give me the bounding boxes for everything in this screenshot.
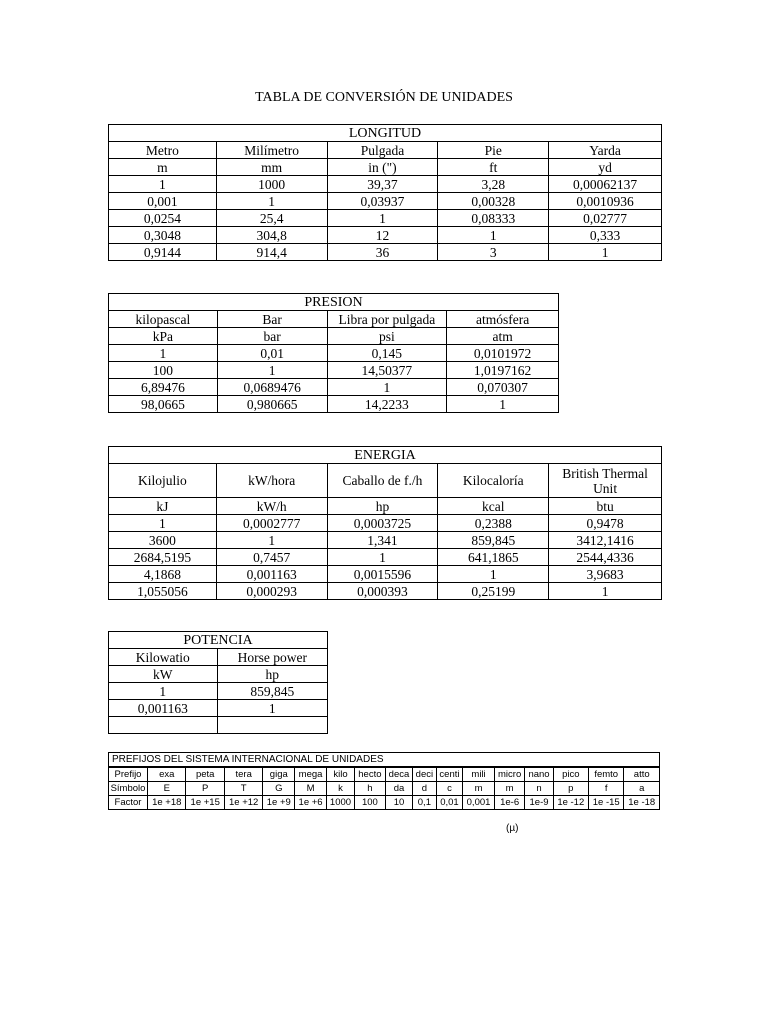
table-cell: 1: [447, 396, 559, 413]
prefix-cell: femto: [589, 767, 624, 782]
unit-name: Pie: [438, 142, 549, 159]
potencia-title: POTENCIA: [109, 632, 328, 649]
table-row: [109, 193, 662, 210]
table-row: [109, 362, 559, 379]
table-cell: 914,4: [216, 244, 327, 261]
prefix-cell: pico: [553, 767, 588, 782]
unit-symbol: psi: [327, 328, 447, 345]
table-cell: 1: [549, 583, 662, 600]
factor-cell: 1e -15: [589, 796, 624, 810]
unit-symbol: btu: [549, 498, 662, 515]
table-cell: [109, 717, 218, 734]
table-row: [109, 379, 559, 396]
unit-name: Metro: [109, 142, 217, 159]
table-row: [109, 566, 662, 583]
table-cell: 1: [327, 549, 438, 566]
table-cell: 0,145: [327, 345, 447, 362]
document-title: TABLA DE CONVERSIÓN DE UNIDADES: [255, 90, 513, 105]
table-cell: 100: [109, 362, 218, 379]
symbol-cell: c: [436, 782, 463, 796]
prefix-cell: hecto: [355, 767, 386, 782]
energia-table: [108, 446, 662, 600]
unit-symbol: ft: [438, 159, 549, 176]
table-cell: 2684,5195: [109, 549, 217, 566]
factor-cell: 1e +9: [263, 796, 295, 810]
table-cell: 25,4: [216, 210, 327, 227]
row-label: Factor: [109, 796, 148, 810]
table-cell: 39,37: [327, 176, 438, 193]
table-row: [109, 532, 662, 549]
symbol-cell: da: [385, 782, 412, 796]
longitud-table: [108, 124, 662, 261]
table-cell: 0,0689476: [217, 379, 327, 396]
unit-name: Kilowatio: [109, 649, 218, 666]
presion-table: [108, 293, 559, 413]
table-cell: 0,001: [109, 193, 217, 210]
unit-symbol: m: [109, 159, 217, 176]
table-cell: [217, 717, 327, 734]
table-cell: 0,980665: [217, 396, 327, 413]
prefix-cell: mega: [295, 767, 327, 782]
table-row: [109, 176, 662, 193]
table-cell: 0,001163: [216, 566, 327, 583]
symbol-cell: G: [263, 782, 295, 796]
simbolo-row: [109, 782, 660, 796]
table-row: [109, 683, 328, 700]
table-row: [109, 244, 662, 261]
prefijos-table: [108, 752, 660, 810]
prefix-cell: micro: [494, 767, 525, 782]
table-cell: 6,89476: [109, 379, 218, 396]
unit-name: Kilojulio: [109, 464, 217, 498]
table-row: [109, 515, 662, 532]
table-cell: 0,3048: [109, 227, 217, 244]
table-cell: 0,08333: [438, 210, 549, 227]
table-cell: 3,9683: [549, 566, 662, 583]
symbol-cell: P: [186, 782, 224, 796]
table-cell: 0,0015596: [327, 566, 438, 583]
table-cell: 0,0010936: [549, 193, 662, 210]
symbol-cell: f: [589, 782, 624, 796]
symbol-cell: T: [224, 782, 262, 796]
table-cell: 0,2388: [438, 515, 549, 532]
table-cell: 2544,4336: [549, 549, 662, 566]
unit-symbol: hp: [217, 666, 327, 683]
factor-cell: 10: [385, 796, 412, 810]
table-cell: 304,8: [216, 227, 327, 244]
symbol-cell: d: [413, 782, 436, 796]
unit-name: Bar: [217, 311, 327, 328]
factor-cell: 0,1: [413, 796, 436, 810]
unit-symbol: in ("): [327, 159, 438, 176]
symbol-cell: n: [525, 782, 553, 796]
table-cell: 0,0003725: [327, 515, 438, 532]
table-cell: 98,0665: [109, 396, 218, 413]
table-cell: 1: [109, 345, 218, 362]
table-cell: 0,7457: [216, 549, 327, 566]
micro-note: (µ): [506, 823, 519, 834]
table-cell: 0,9144: [109, 244, 217, 261]
table-cell: 1: [438, 227, 549, 244]
table-cell: 1: [109, 683, 218, 700]
prefix-cell: peta: [186, 767, 224, 782]
table-cell: 3,28: [438, 176, 549, 193]
table-cell: 1000: [216, 176, 327, 193]
unit-name: kilopascal: [109, 311, 218, 328]
factor-cell: 1000: [326, 796, 354, 810]
unit-symbol: kJ: [109, 498, 217, 515]
table-row: [109, 583, 662, 600]
table-cell: 14,2233: [327, 396, 447, 413]
unit-symbol: kW: [109, 666, 218, 683]
table-cell: 1,0197162: [447, 362, 559, 379]
unit-name: kW/hora: [216, 464, 327, 498]
longitud-title: LONGITUD: [109, 125, 662, 142]
unit-name: British Thermal Unit: [549, 464, 662, 498]
table-cell: 0,00062137: [549, 176, 662, 193]
prefix-cell: mili: [463, 767, 494, 782]
symbol-cell: k: [326, 782, 354, 796]
table-cell: 1,341: [327, 532, 438, 549]
row-label: Prefijo: [109, 767, 148, 782]
energia-title: ENERGIA: [109, 447, 662, 464]
factor-cell: 1e-9: [525, 796, 553, 810]
unit-symbol: kcal: [438, 498, 549, 515]
table-cell: 859,845: [438, 532, 549, 549]
unit-name: Kilocaloría: [438, 464, 549, 498]
table-cell: 0,0002777: [216, 515, 327, 532]
table-row: [109, 227, 662, 244]
prefix-cell: deci: [413, 767, 436, 782]
unit-symbol: bar: [217, 328, 327, 345]
table-cell: 1: [327, 379, 447, 396]
table-cell: 1: [438, 566, 549, 583]
table-cell: 3600: [109, 532, 217, 549]
potencia-table: [108, 631, 328, 734]
factor-cell: 1e -12: [553, 796, 588, 810]
table-cell: 0,0101972: [447, 345, 559, 362]
factor-cell: 1e +15: [186, 796, 224, 810]
table-cell: 1: [216, 193, 327, 210]
table-cell: 0,03937: [327, 193, 438, 210]
factor-cell: 1e +12: [224, 796, 262, 810]
unit-symbol: mm: [216, 159, 327, 176]
unit-name: atmósfera: [447, 311, 559, 328]
table-cell: 14,50377: [327, 362, 447, 379]
table-cell: 1,055056: [109, 583, 217, 600]
table-cell: 0,02777: [549, 210, 662, 227]
unit-symbol: yd: [549, 159, 662, 176]
factor-cell: 1e +6: [295, 796, 327, 810]
table-row: [109, 345, 559, 362]
prefix-cell: deca: [385, 767, 412, 782]
factor-cell: 0,01: [436, 796, 463, 810]
table-cell: 36: [327, 244, 438, 261]
table-cell: 0,001163: [109, 700, 218, 717]
table-cell: 0,000393: [327, 583, 438, 600]
unit-symbol: hp: [327, 498, 438, 515]
row-label: Símbolo: [109, 782, 148, 796]
table-cell: 1: [109, 176, 217, 193]
table-cell: 1: [109, 515, 217, 532]
table-cell: 0,01: [217, 345, 327, 362]
unit-name: Pulgada: [327, 142, 438, 159]
factor-cell: 0,001: [463, 796, 494, 810]
table-cell: 0,000293: [216, 583, 327, 600]
table-cell: 12: [327, 227, 438, 244]
unit-name: Caballo de f./h: [327, 464, 438, 498]
unit-name: Yarda: [549, 142, 662, 159]
prefix-cell: exa: [148, 767, 186, 782]
factor-cell: 100: [355, 796, 386, 810]
table-cell: 0,0254: [109, 210, 217, 227]
symbol-cell: p: [553, 782, 588, 796]
table-cell: 3412,1416: [549, 532, 662, 549]
unit-symbol: atm: [447, 328, 559, 345]
unit-name: Libra por pulgada: [327, 311, 447, 328]
presion-title: PRESION: [109, 294, 559, 311]
prefijo-row: [109, 767, 660, 782]
prefix-cell: kilo: [326, 767, 354, 782]
table-row: [109, 700, 328, 717]
table-cell: 0,333: [549, 227, 662, 244]
table-cell: 641,1865: [438, 549, 549, 566]
table-cell: 1: [217, 362, 327, 379]
prefix-cell: tera: [224, 767, 262, 782]
symbol-cell: E: [148, 782, 186, 796]
table-cell: 0,070307: [447, 379, 559, 396]
table-cell: 1: [327, 210, 438, 227]
table-cell: 3: [438, 244, 549, 261]
unit-symbol: kW/h: [216, 498, 327, 515]
symbol-cell: m: [463, 782, 494, 796]
prefix-cell: centi: [436, 767, 463, 782]
unit-name: Milímetro: [216, 142, 327, 159]
table-cell: 0,9478: [549, 515, 662, 532]
table-cell: 4,1868: [109, 566, 217, 583]
symbol-cell: a: [624, 782, 660, 796]
factor-cell: 1e -18: [624, 796, 660, 810]
prefijos-title: PREFIJOS DEL SISTEMA INTERNACIONAL DE UNIDADES: [109, 753, 660, 768]
table-cell: 1: [549, 244, 662, 261]
unit-symbol: kPa: [109, 328, 218, 345]
prefix-cell: atto: [624, 767, 660, 782]
symbol-cell: m: [494, 782, 525, 796]
factor-cell: 1e +18: [148, 796, 186, 810]
unit-name: Horse power: [217, 649, 327, 666]
table-row: [109, 717, 328, 734]
table-row: [109, 210, 662, 227]
factor-row: [109, 796, 660, 810]
table-cell: 0,25199: [438, 583, 549, 600]
table-cell: 859,845: [217, 683, 327, 700]
table-row: [109, 549, 662, 566]
table-cell: 1: [217, 700, 327, 717]
table-cell: 0,00328: [438, 193, 549, 210]
prefix-cell: giga: [263, 767, 295, 782]
symbol-cell: M: [295, 782, 327, 796]
table-row: [109, 396, 559, 413]
prefix-cell: nano: [525, 767, 553, 782]
table-cell: 1: [216, 532, 327, 549]
factor-cell: 1e-6: [494, 796, 525, 810]
symbol-cell: h: [355, 782, 386, 796]
